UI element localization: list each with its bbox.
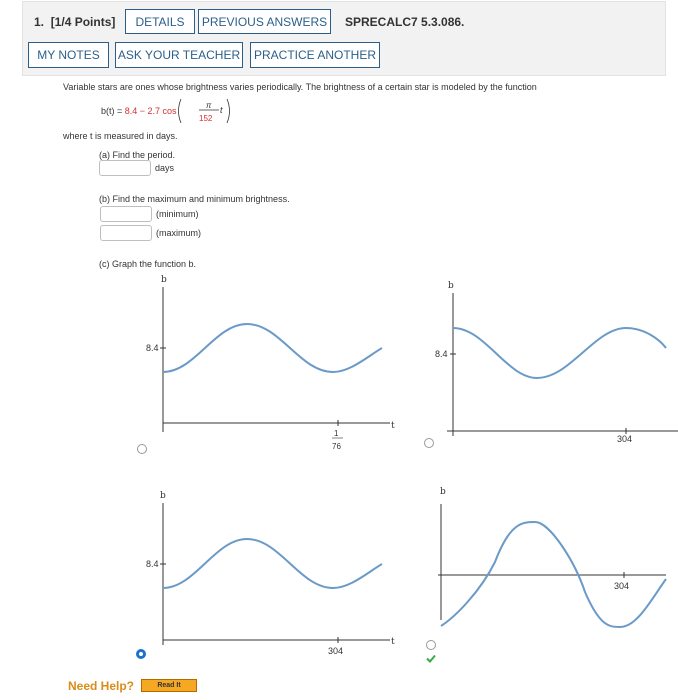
graph-4-ylabel: b: [440, 487, 446, 497]
part-b-label: (b) Find the maximum and minimum brightness.: [99, 194, 290, 204]
graph-option-3-radio[interactable]: [136, 649, 146, 659]
problem-intro: Variable stars are ones whose brightness varies periodically. The brightness of a certain star is modeled by the function: [63, 82, 537, 92]
graph-option-1-radio[interactable]: [137, 444, 147, 454]
minimum-label: (minimum): [156, 209, 199, 219]
graph-option-1: [135, 272, 410, 457]
formula-t: t: [220, 105, 223, 115]
period-unit: days: [155, 163, 175, 173]
graph-1-ylabel: b: [161, 275, 167, 285]
graph-3-curve: [163, 539, 382, 588]
minimum-input[interactable]: [100, 206, 152, 222]
maximum-label: (maximum): [156, 228, 201, 238]
part-a-label: (a) Find the period.: [99, 150, 176, 160]
formula: b(t) = 8.4 − 2.7 cos: [101, 106, 177, 116]
my-notes-button[interactable]: MY NOTES: [28, 42, 109, 68]
problem-code: SPRECALC7 5.3.086.: [345, 15, 465, 29]
graph-1-xlabel: t: [391, 421, 395, 431]
correct-check-icon: [426, 654, 436, 663]
graph-2-ytick: 8.4: [435, 349, 448, 359]
period-input[interactable]: [99, 160, 151, 176]
graph-1-ytick: 8.4: [146, 343, 159, 353]
maximum-input[interactable]: [100, 225, 152, 241]
graph-option-3: [135, 488, 410, 658]
graph-2-curve: [453, 328, 666, 378]
graph-1-curve: [163, 324, 382, 372]
graph-option-4-radio[interactable]: [426, 640, 436, 650]
graph-3-xtick: 304: [328, 646, 344, 656]
graph-4-xtick: 304: [614, 581, 630, 591]
graph-1-xtick-num: 1: [334, 429, 339, 438]
graph-3-ylabel: b: [160, 491, 166, 501]
graph-2-ylabel: b: [448, 281, 454, 291]
graph-option-2: [425, 278, 678, 448]
formula-fraction: [178, 98, 233, 124]
practice-another-button[interactable]: PRACTICE ANOTHER: [250, 42, 380, 68]
where-text: where t is measured in days.: [63, 131, 178, 141]
formula-denominator: 152: [199, 114, 213, 123]
ask-teacher-button[interactable]: ASK YOUR TEACHER: [115, 42, 243, 68]
details-button[interactable]: DETAILS: [125, 9, 195, 34]
graph-option-4: [425, 482, 678, 662]
previous-answers-button[interactable]: PREVIOUS ANSWERS: [198, 9, 331, 34]
graph-3-xlabel: t: [391, 637, 395, 647]
need-help-label: Need Help?: [68, 679, 135, 693]
graph-1-xtick-den: 76: [332, 442, 341, 451]
read-it-button[interactable]: Read It: [141, 679, 197, 692]
graph-3-ytick: 8.4: [146, 559, 159, 569]
formula-pi: π: [206, 101, 212, 110]
part-c-label: (c) Graph the function b.: [99, 259, 197, 269]
graph-option-2-radio[interactable]: [424, 438, 434, 448]
question-number: 1. [1/4 Points]: [34, 15, 116, 29]
graph-2-xtick: 304: [617, 434, 633, 444]
